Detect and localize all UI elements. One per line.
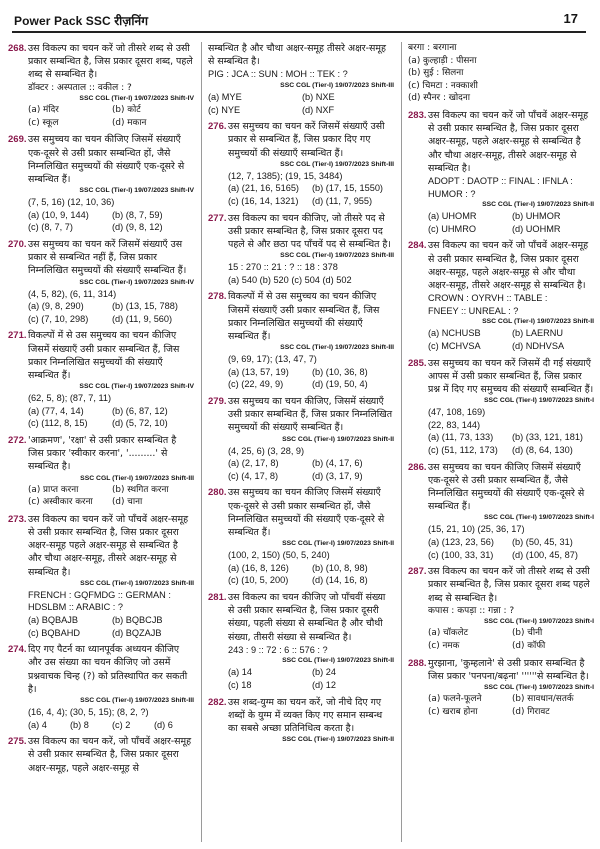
exam-source: SSC CGL (Tier-I) 19/07/2023 Shift-II: [282, 540, 394, 548]
question-data: (15, 21, 10) (25, 36, 17): [428, 524, 525, 535]
answer-option: (d) (9, 8, 12): [112, 222, 163, 233]
question-block: [208, 591, 394, 692]
question-body: [408, 42, 594, 105]
options-grid: [28, 300, 194, 325]
question-block: [408, 565, 594, 652]
question-stem: [208, 395, 394, 435]
question-number: 285.: [408, 357, 427, 369]
options-grid: [28, 405, 194, 430]
question-number: 281.: [208, 591, 227, 603]
question-data: डॉक्टर : अस्पताल :: वकील : ?: [28, 82, 132, 93]
question-body: [8, 579, 194, 639]
question-data: HUMOR : ?: [428, 188, 476, 199]
question-text: दिए गए पैटर्न का ध्यानपूर्वक अध्ययन कीजिए और उस संख्या का चयन कीजिए जो उसमें प्रश्नवाचक चिन्ह (?) को प्रतिस्थापित कर सकती है।: [28, 644, 188, 695]
column-middle: [208, 42, 394, 842]
question-text: उस विकल्प का चयन करें जो तीसरे शब्द से उसी प्रकार सम्बन्धित है, जिस प्रकार दूसरा शब्द पहले शब्द से सम्बन्धित है।: [428, 566, 590, 604]
question-number: 268.: [8, 43, 27, 54]
question-body: [8, 474, 194, 509]
question-text: उस समुच्चय का चयन करें जिसमें दी गई संख्याएँ आपस में उसी प्रकार सम्बन्धित हैं, जिस प्रकार प्रश्न में दिए गए समुच्चय की संख्याएँ सम्बन्धित हैं।: [428, 357, 594, 395]
answer-option: (b) UHMOR: [512, 211, 561, 222]
question-number: 280.: [208, 487, 227, 499]
question-text: उस समुच्चय का चयन कीजिए जिसमें संख्याएँ एक-दूसरे से उसी प्रकार सम्बन्धित हैं, जैसे निम्नलिखित समुच्चयों की संख्याएँ एक-दूसरे से सम्बन्धित हैं।: [428, 461, 585, 513]
answer-option: (a) BQBAJB: [28, 614, 79, 625]
options-grid: [428, 210, 594, 235]
question-data: (62, 5, 8); (87, 7, 11): [28, 393, 112, 404]
question-number: 277.: [208, 212, 227, 224]
question-block: [408, 357, 594, 457]
answer-option: (d) कॉफी: [512, 640, 546, 651]
answer-option: (c) NYE: [208, 104, 241, 115]
exam-source: SSC CGL (Tier-I) 19/07/2023 Shift-IV: [79, 95, 194, 103]
question-data: (16, 4, 4); (30, 5, 15); (8, 2, ?): [28, 706, 149, 717]
header-rule: [12, 31, 586, 33]
answer-option: (b) (4, 17, 6): [312, 458, 363, 469]
exam-source: SSC CGL (Tier-I) 19/07/2023 Shift-II: [482, 318, 594, 326]
answer-option: (c) (4, 17, 8): [228, 470, 279, 481]
question-block: [8, 329, 194, 430]
column-divider: [401, 42, 402, 842]
answer-option: (c) (7, 10, 298): [28, 313, 89, 324]
answer-option: (d) 6: [154, 719, 173, 730]
answer-option: (c) खराब होना: [428, 706, 478, 717]
question-text: मुरझाना, 'कुम्हलाने' से उसी प्रकार सम्बन्धित है जिस प्रकार 'पनपना/बढ़ना' ''''''से सम्बन्धित है।: [428, 657, 589, 682]
answer-option: (b) कोर्ट: [112, 105, 141, 116]
question-block: [8, 434, 194, 509]
answer-option: (d) (8, 64, 130): [512, 444, 573, 455]
question-number: 275.: [8, 736, 27, 748]
question-body: [208, 343, 394, 391]
options-grid: [428, 693, 594, 718]
answer-option: (b) (10, 36, 8): [312, 366, 368, 377]
answer-option: (b) सुई : सिलना: [408, 68, 464, 79]
question-stem: [408, 461, 594, 514]
answer-option: (a) MYE: [208, 92, 242, 102]
answer-option: (c) (16, 14, 1321): [228, 195, 299, 206]
question-data: (47, 108, 169): [428, 407, 486, 418]
exam-source: SSC CGL (Tier-I) 19/07/2023 Shift-III: [280, 252, 394, 260]
answer-option: (c) 18: [228, 679, 252, 690]
exam-source: SSC CGL (Tier-I) 19/07/2023 Shift-III: [80, 579, 194, 587]
answer-option: (c) स्कूल: [28, 117, 59, 128]
question-block: [408, 109, 594, 235]
question-number: 279.: [208, 395, 227, 407]
answer-option: (d) UOHMR: [512, 223, 561, 234]
answer-option: (c) (10, 5, 200): [228, 575, 289, 586]
answer-option: (a) (21, 16, 5165): [228, 183, 299, 194]
question-number: 278.: [208, 291, 227, 303]
question-body: [8, 382, 194, 430]
question-number: 283.: [408, 109, 427, 121]
answer-option: (a) (10, 9, 144): [28, 209, 89, 220]
column-divider: [201, 42, 202, 842]
answer-option: (c) (51, 112, 173): [428, 444, 498, 455]
answer-option: (c) (100, 33, 31): [428, 549, 494, 560]
question-number: 286.: [408, 461, 427, 473]
question-data: (22, 83, 144): [428, 419, 481, 430]
question-stem: [208, 486, 394, 539]
answer-option: (d) (11, 7, 955): [312, 195, 373, 206]
answer-option: (d) (11, 9, 560): [112, 313, 173, 324]
question-body: [8, 82, 194, 130]
answer-option: (b) (8, 7, 59): [112, 209, 163, 220]
question-data: 243 : 9 :: 72 : 6 :: 576 : ?: [228, 644, 328, 655]
question-body: [208, 435, 394, 483]
question-block: [208, 696, 394, 746]
question-number: 284.: [408, 240, 427, 252]
answer-option: (b) सावधान/सतर्क: [512, 693, 574, 704]
answer-option: (a) प्राप्त करना: [28, 484, 79, 495]
question-data: FNEEY :: UNREAL : ?: [428, 305, 519, 316]
question-stem: [8, 238, 194, 278]
question-number: 288.: [408, 657, 427, 669]
answer-option: (c) चिमटा : नक्काशी: [408, 80, 478, 91]
question-text: उस समुच्चय का चयन कीजिए जिसमें संख्याएँ एक-दूसरे से उसी प्रकार सम्बन्धित हों, जैसे निम्नलिखित समुच्चयों की संख्याएँ एक-दूसरे से सम्बन्धित हैं।: [28, 134, 185, 185]
question-stem: [8, 643, 194, 696]
answer-option: (a) UHOMR: [428, 211, 477, 222]
question-body: [408, 396, 594, 456]
answer-option: (c) UHMRO: [428, 223, 476, 234]
question-stem: [408, 109, 594, 175]
options-grid: [228, 274, 394, 287]
question-block: [208, 120, 394, 207]
question-block: [408, 461, 594, 562]
answer-option: (b) (50, 45, 31): [512, 536, 573, 547]
options-grid: [228, 182, 394, 207]
exam-source: SSC CGL (Tier-I) 19/07/2023 Shift-IV: [79, 278, 194, 286]
exam-source: SSC CGL (Tier-I) 19/07/2023 Shift-III: [280, 82, 394, 89]
answer-option: (d) NXF: [302, 104, 335, 115]
question-block: [208, 42, 394, 116]
exam-source: SSC CGL (Tier-I) 19/07/2023 Shift-I: [483, 683, 594, 691]
exam-source: SSC CGL (Tier-I) 19/07/2023 Shift-III: [280, 160, 394, 168]
answer-option: (b) NXE: [302, 92, 335, 102]
question-block: [8, 133, 194, 234]
question-block: [208, 212, 394, 287]
answer-option: (c) MCHVSA: [428, 340, 481, 351]
options-grid: [28, 484, 194, 509]
question-body: [208, 735, 394, 745]
exam-source: SSC CGL (Tier-I) 19/07/2023 Shift-IV: [79, 187, 194, 195]
options-grid: [208, 91, 394, 116]
answer-option: (b) 24: [312, 667, 337, 678]
options-grid: [428, 627, 594, 652]
book-title: Power Pack SSC रीज़निंग: [14, 14, 149, 28]
question-body: [208, 160, 394, 208]
question-body: [408, 292, 594, 352]
question-stem: [8, 42, 194, 82]
answer-option: (b) LAERNU: [512, 328, 564, 339]
options-grid: [28, 614, 194, 639]
answer-option: (b) (13, 15, 788): [112, 301, 178, 312]
answer-option: (a) चॉकलेट: [428, 628, 469, 639]
answer-option: (b) (10, 8, 98): [312, 562, 368, 573]
question-stem: [208, 120, 394, 160]
question-stem: [408, 357, 594, 397]
question-stem: [8, 735, 194, 775]
answer-option: (c) BQBAHD: [28, 627, 81, 638]
question-data: ADOPT : DAOTP :: FINAL : IFNLA :: [428, 175, 573, 186]
question-block: [8, 643, 194, 731]
options-grid: [408, 55, 594, 105]
column-right: [408, 42, 594, 842]
question-body: [408, 513, 594, 561]
question-stem: [208, 696, 394, 736]
question-body: [208, 68, 394, 116]
options-grid: [228, 366, 394, 391]
question-text: उस विकल्प का चयन करें, जो पाँचवें अक्षर-समूह से उसी प्रकार सम्बन्धित है, जिस प्रकार दूसरा अक्षर-समूह, पहले अक्षर-समूह से: [28, 736, 192, 774]
page-header: [0, 0, 600, 34]
answer-option: (d) स्पैनर : खोदना: [408, 93, 471, 104]
question-body: [208, 644, 394, 692]
options-grid: [228, 457, 394, 482]
exam-source: SSC CGL (Tier-I) 19/07/2023 Shift-II: [282, 435, 394, 443]
answer-option: (d) (14, 16, 8): [312, 575, 368, 586]
question-text: उस समुच्चय का चयन कीजिए, जिसमें संख्याएँ उसी प्रकार सम्बन्धित हैं, जिस प्रकार निम्नलिखित समुच्चयों की संख्याएँ सम्बन्धित हैं।: [228, 395, 393, 434]
question-number: 273.: [8, 513, 27, 525]
question-number: 282.: [208, 696, 227, 708]
question-body: [408, 605, 594, 653]
question-body: [8, 696, 194, 731]
question-text: उस विकल्प का चयन करें जो तीसरे शब्द से उसी प्रकार सम्बन्धित है, जिस प्रकार दूसरा शब्द, पहले शब्द से सम्बन्धित है।: [28, 43, 193, 81]
options-grid: [28, 719, 194, 732]
exam-source: SSC CGL (Tier-I) 19/07/2023 Shift-I: [483, 397, 594, 405]
question-text: उस विकल्प का चयन करें जो पाँचवें अक्षर-समूह से उसी प्रकार सम्बन्धित है, जिस प्रकार दूसरा अक्षर-समूह पहले अक्षर-समूह से सम्बन्धित है और चौथा अक्षर-समूह, तीसरे अक्षर-समूह से सम्बन्धित है।: [28, 513, 189, 578]
options-grid: [28, 209, 194, 234]
answer-option: (c) (8, 7, 7): [28, 222, 73, 233]
question-body: [408, 175, 594, 235]
exam-source: SSC CGL (Tier-I) 19/07/2023 Shift-II: [282, 657, 394, 665]
options-grid: [428, 431, 594, 456]
answer-option: (d) 12: [312, 679, 337, 690]
question-number: 272.: [8, 434, 27, 446]
question-block: [208, 486, 394, 587]
answer-option: (a) कुल्हाड़ी : पीसना: [408, 55, 477, 66]
answer-option: (d) NDHVSA: [512, 340, 565, 351]
answer-option: (a) (9, 8, 290): [28, 301, 84, 312]
question-data: FRENCH : GQFMDG :: GERMAN :: [28, 589, 171, 600]
question-data: बरगा : बरगाना: [408, 43, 457, 53]
exam-source: SSC CGL (Tier-I) 19/07/2023 Shift-I: [483, 618, 594, 626]
question-body: [408, 683, 594, 718]
exam-source: SSC CGL (Tier-I) 19/07/2023 Shift-III: [80, 696, 194, 704]
question-data: (100, 2, 150) (50, 5, 240): [228, 550, 330, 561]
question-text: उस विकल्प का चयन कीजिए, जो तीसरे पद से उसी प्रकार सम्बन्धित है, जिस प्रकार दूसरा पद पहले से और छठा पद पाँचवें पद से सम्बन्धित है।: [228, 212, 391, 250]
exam-source: SSC CGL (Tier-I) 19/07/2023 Shift-IV: [79, 383, 194, 391]
answer-option: (b) (33, 121, 181): [512, 432, 583, 443]
question-data: HDSLBM :: ARABIC : ?: [28, 602, 123, 613]
answer-option: (a) फलने-फूलने: [428, 693, 482, 704]
question-stem: [208, 591, 394, 644]
options-grid: [228, 666, 394, 691]
question-number: 270.: [8, 238, 27, 250]
question-data: 15 : 270 :: 21 : ? :: 18 : 378: [228, 262, 338, 273]
exam-source: SSC CGL (Tier-I) 19/07/2023 Shift-II: [282, 736, 394, 744]
question-body: [8, 278, 194, 326]
answer-option: (b) स्थगित करना: [112, 484, 169, 495]
exam-source: SSC CGL (Tier-I) 19/07/2023 Shift-III: [280, 344, 394, 352]
question-stem: [8, 329, 194, 382]
question-body: [208, 539, 394, 587]
question-data: (9, 69, 17); (13, 47, 7): [228, 354, 317, 365]
question-stem: [208, 290, 394, 343]
answer-option: (c) नमक: [428, 640, 460, 651]
answer-option: (b) 8: [70, 719, 89, 730]
exam-source: SSC CGL (Tier-I) 19/07/2023 Shift-III: [80, 474, 194, 482]
question-body: [8, 186, 194, 234]
question-data: (4, 25, 6) (3, 28, 9): [228, 445, 305, 456]
answer-option: (b) (17, 15, 1550): [312, 183, 383, 194]
question-text: सम्बन्धित है और चौथा अक्षर-समूह तीसरे अक्षर-समूह से सम्बन्धित है।: [208, 43, 386, 68]
question-number: 271.: [8, 330, 27, 342]
answer-option: (d) (19, 50, 4): [312, 379, 368, 390]
question-text: उस विकल्प का चयन कीजिए जो पाँचवीं संख्या से उसी प्रकार सम्बन्धित है, जिस प्रकार दूसरी संख्या, पहली संख्या से सम्बन्धित है और चौथी संख्या, तीसरी संख्या से सम्बन्धित है।: [228, 591, 386, 643]
question-data: कपास : कपड़ा :: गन्ना : ?: [428, 605, 515, 616]
answer-option: (b) चीनी: [512, 628, 543, 639]
question-text: उस विकल्प का चयन करें जो पाँचवें अक्षर-समूह से उसी प्रकार सम्बन्धित है, जिस प्रकार दूसरा अक्षर-समूह, पहले अक्षर-समूह से सम्बन्धित है और चौथा अक्षर-समूह, तीसरे अक्षर-समूह से सम्बन्धित है।: [428, 109, 589, 174]
answer-option: (b) (6, 87, 12): [112, 405, 168, 416]
options-grid: [28, 104, 194, 129]
answer-option: (a) (77, 4, 14): [28, 405, 84, 416]
answer-option: (d) BQZAJB: [112, 627, 162, 638]
question-data: (4, 5, 82), (6, 11, 314): [28, 288, 117, 299]
question-block: [408, 239, 594, 352]
question-block: [208, 290, 394, 391]
question-number: 287.: [408, 566, 427, 578]
question-data: (7, 5, 16) (12, 10, 36): [28, 197, 115, 208]
answer-option: (d) (5, 72, 10): [112, 418, 168, 429]
answer-option: (d) (100, 45, 87): [512, 549, 578, 560]
answer-option: (d) मकान: [112, 117, 147, 128]
answer-option: (b) BQBCJB: [112, 614, 163, 625]
question-text: उस समुच्चय का चयन कीजिए जिसमें संख्याएँ एक-दूसरे से उसी प्रकार सम्बन्धित हों, जैसे निम्नलिखित समुच्चयों की संख्याएँ एक-दूसरे से सम्बन्धित हैं।: [228, 487, 385, 538]
answer-option: (d) चाना: [112, 497, 143, 508]
exam-source: SSC CGL (Tier-I) 19/07/2023 Shift-II: [482, 201, 594, 209]
question-text: विकल्पों में से उस समुच्चय का चयन कीजिए जिसमें संख्याएँ उसी प्रकार सम्बन्धित हैं, जिस प्रकार निम्नलिखित समुच्चयों की संख्याएँ सम्बन्धित हैं।: [28, 330, 180, 381]
question-stem: [8, 133, 194, 186]
question-block: [408, 657, 594, 719]
question-stem: [408, 565, 594, 605]
question-stem: [408, 657, 594, 683]
question-stem: [208, 212, 394, 252]
question-block: [8, 42, 194, 129]
question-stem: [8, 434, 194, 474]
answer-option: (d) (3, 17, 9): [312, 470, 363, 481]
answer-option: (a) (123, 23, 56): [428, 536, 494, 547]
answer-option: (d) गिरावट: [512, 706, 550, 717]
answer-option: (a) 14: [228, 667, 253, 678]
answer-option: (c) (22, 49, 9): [228, 379, 284, 390]
answer-option: (c) अस्वीकार करना: [28, 497, 93, 508]
question-block: [8, 238, 194, 325]
question-text: उस समुच्चय का चयन करें जिसमें संख्याएँ उसी प्रकार से सम्बन्धित हैं, जिस प्रकार दिए गए समुच्चयों की संख्याएँ सम्बन्धित हैं।: [228, 121, 385, 159]
question-text: उस विकल्प का चयन करें जो पाँचवें अक्षर-समूह से उसी प्रकार सम्बन्धित है, जिस प्रकार दूसरा अक्षर-समूह, पहले अक्षर-समूह से और चौथा अक्षर-समूह, तीसरे अक्षर-समूह से सम्बन्धित है।: [428, 240, 589, 291]
question-number: 276.: [208, 121, 227, 133]
question-body: [208, 251, 394, 286]
question-text: उस शब्द-युग्म का चयन करें, जो नीचे दिए गए शब्दों के युग्म में व्यक्त किए गए समान सम्बन्ध का सबसे अच्छा प्रतिनिधित्व करता है।: [228, 696, 383, 734]
answer-option: (a) NCHUSB: [428, 328, 481, 339]
question-number: 269.: [8, 134, 27, 146]
exam-source: SSC CGL (Tier-I) 19/07/2023 Shift-I: [483, 514, 594, 522]
answer-option: (a) (13, 57, 19): [228, 366, 289, 377]
question-block: [8, 513, 194, 639]
question-block: [408, 42, 594, 105]
options-grid: [228, 562, 394, 587]
options-grid: [428, 536, 594, 561]
question-block: [8, 735, 194, 775]
page-number: 17: [563, 11, 578, 26]
question-text: विकल्पों में से उस समुच्चय का चयन कीजिए जिसमें संख्याएँ उसी प्रकार सम्बन्धित हैं, जिस प्रकार निम्नलिखित समुच्चयों की संख्याएँ सम्बन्धित हैं।: [228, 291, 380, 342]
question-number: 274.: [8, 644, 27, 656]
question-data: CROWN : OYRVH :: TABLE :: [428, 293, 548, 304]
answer-option: (a) 4: [28, 719, 47, 730]
question-text: उस समुच्चय का चयन करें जिसमें संख्याएँ उस प्रकार से सम्बन्धित नहीं हैं, जिस प्रकार निम्नलिखित समुच्चयों की संख्याएँ सम्बन्धित हैं।: [28, 238, 187, 277]
question-block: [208, 395, 394, 482]
answer-option: (a) (16, 8, 126): [228, 562, 289, 573]
options-grid: [428, 327, 594, 352]
question-data: PIG : JCA :: SUN : MOH :: TEK : ?: [208, 69, 348, 80]
question-data: (12, 7, 1385); (19, 15, 3484): [228, 170, 343, 181]
answer-option: (a) (11, 73, 133): [428, 432, 494, 443]
question-text: 'आक्रमण', 'रक्षा' से उसी प्रकार सम्बन्धित है जिस प्रकार 'स्वीकार करना', '.........' से सम्बन्धित है।: [28, 434, 177, 473]
answer-option: (a) 540 (b) 520 (c) 504 (d) 502: [228, 274, 352, 285]
column-left: [8, 42, 194, 842]
question-stem: [208, 42, 394, 68]
question-stem: [8, 513, 194, 579]
answer-option: (c) (112, 8, 15): [28, 418, 88, 429]
answer-option: (a) मंदिर: [28, 105, 59, 116]
answer-option: (a) (2, 17, 8): [228, 458, 279, 469]
answer-option: (c) 2: [112, 719, 131, 730]
question-stem: [408, 239, 594, 292]
